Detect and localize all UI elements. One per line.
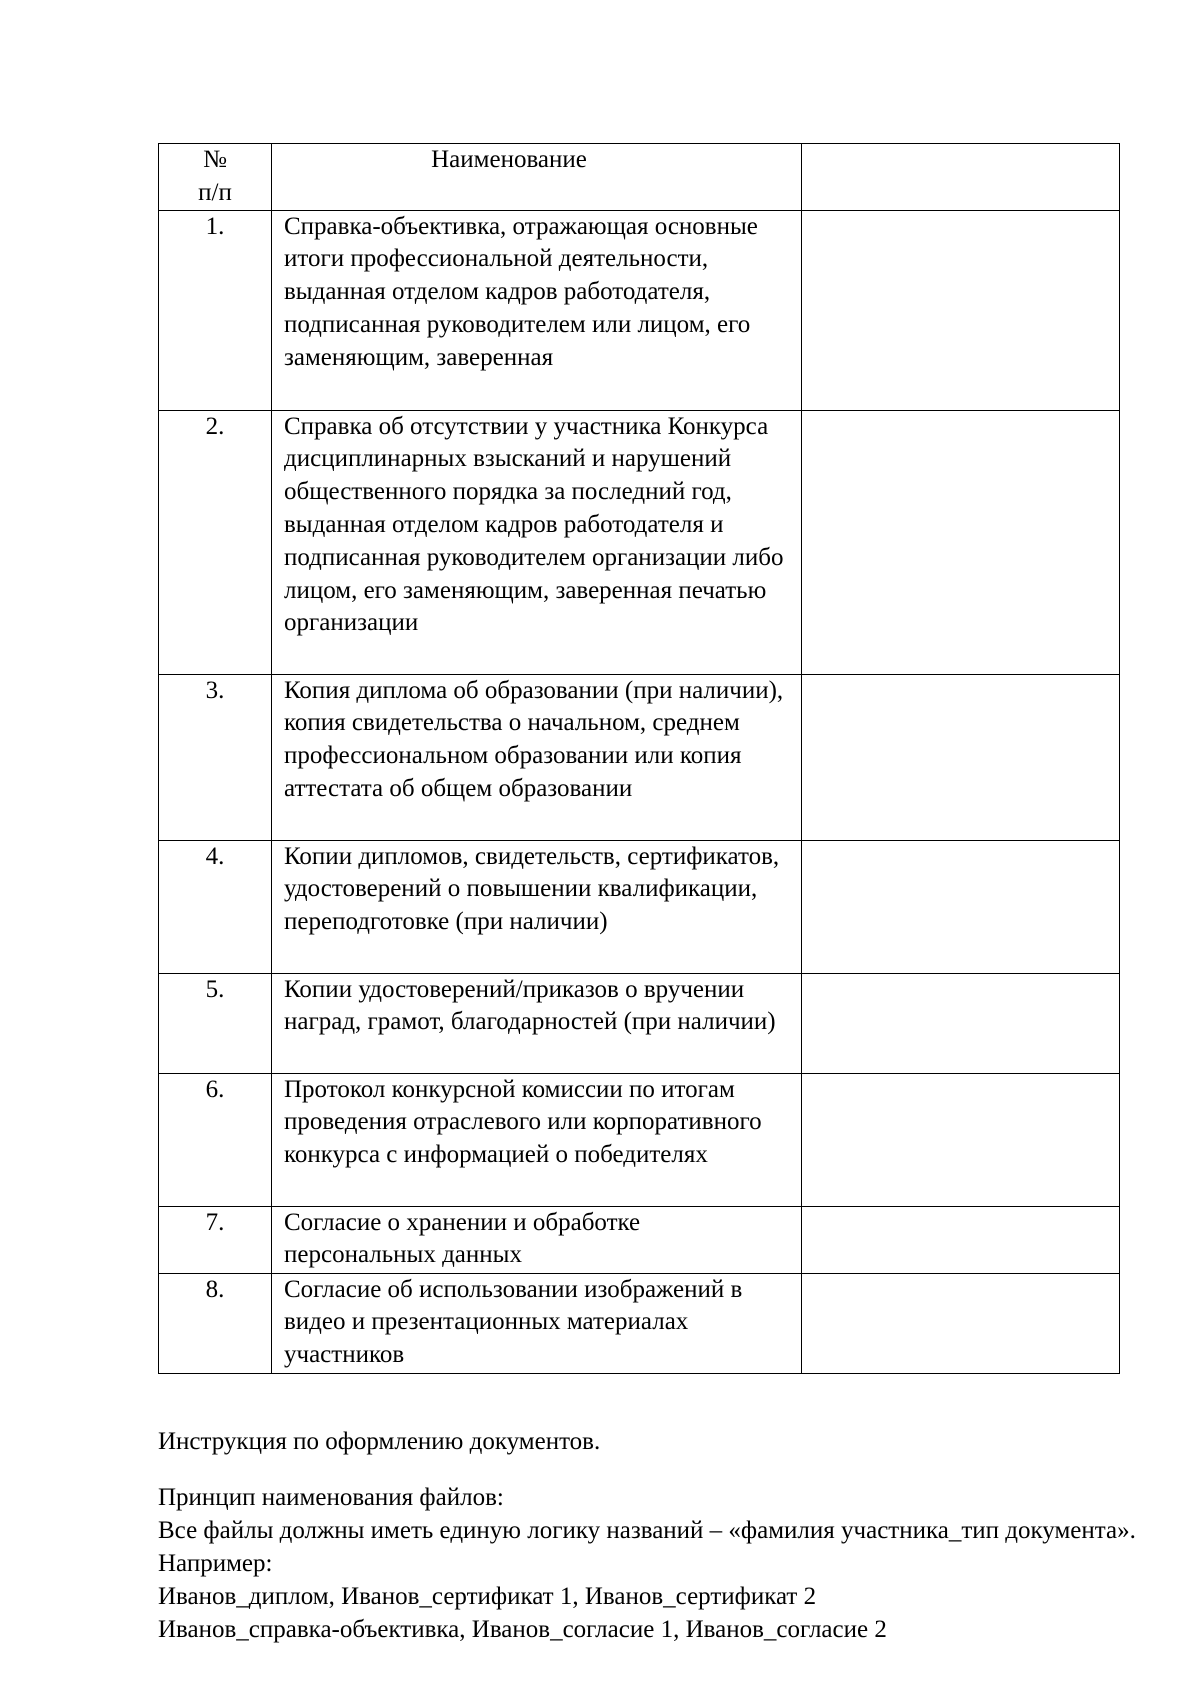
table-row <box>159 840 1120 973</box>
row-extra <box>802 1273 1120 1373</box>
file-naming-example-1: Иванов_диплом, Иванов_сертификат 1, Иванов_сертификат 2 <box>158 1583 817 1610</box>
table-header-row <box>159 144 1120 211</box>
row-number: 2. <box>159 410 272 674</box>
row-number: 6. <box>159 1073 272 1206</box>
row-name: Копии удостоверений/приказов о вручении наград, грамот, благодарностей (при наличии) <box>272 973 802 1073</box>
file-naming-example-2: Иванов_справка-объективка, Иванов_согласие 1, Иванов_согласие 2 <box>158 1616 887 1643</box>
table-row <box>159 1273 1120 1373</box>
row-extra <box>802 1073 1120 1206</box>
header-number-line2: п/п <box>198 178 232 206</box>
row-number: 1. <box>159 210 272 410</box>
header-extra <box>802 144 1120 211</box>
row-name: Справка-объективка, отражающая основные итоги профессиональной деятельности, выданная отделом кадров работодателя, подписанная руководителем или лицом, его заменяющим, заверенная <box>272 210 802 410</box>
row-name: Копии дипломов, свидетельств, сертификатов, удостоверений о повышении квалификации, переподготовке (при наличии) <box>272 840 802 973</box>
header-number-line1: № <box>203 146 227 173</box>
row-name: Согласие о хранении и обработке персональных данных <box>272 1206 802 1273</box>
row-name: Справка об отсутствии у участника Конкурса дисциплинарных взысканий и нарушений общественного порядка за последний год, выданная отделом кадров работодателя и подписанная руководителем организации либо лицом, его заменяющим, заверенная печатью организации <box>272 410 802 674</box>
row-extra <box>802 973 1120 1073</box>
row-number: 8. <box>159 1273 272 1373</box>
row-name: Согласие об использовании изображений в видео и презентационных материалах участников <box>272 1273 802 1373</box>
table-row <box>159 1073 1120 1206</box>
row-extra <box>802 210 1120 410</box>
table-row <box>159 674 1120 840</box>
table-row <box>159 973 1120 1073</box>
file-naming-heading: Принцип наименования файлов: <box>158 1484 504 1511</box>
table-row <box>159 1206 1120 1273</box>
row-number: 5. <box>159 973 272 1073</box>
row-number: 4. <box>159 840 272 973</box>
row-extra <box>802 840 1120 973</box>
row-extra <box>802 1206 1120 1273</box>
header-name: Наименование <box>272 144 802 211</box>
table-row <box>159 210 1120 410</box>
file-naming-rule: Все файлы должны иметь единую логику названий – «фамилия участника_тип документа». Например: <box>158 1517 1136 1577</box>
row-number: 7. <box>159 1206 272 1273</box>
instructions-title: Инструкция по оформлению документов. <box>158 1428 601 1455</box>
instructions-section <box>158 1425 1138 1646</box>
header-number <box>159 144 272 211</box>
row-extra <box>802 410 1120 674</box>
row-number: 3. <box>159 674 272 840</box>
row-extra <box>802 674 1120 840</box>
row-name: Копия диплома об образовании (при наличии), копия свидетельства о начальном, среднем профессиональном образовании или копия аттестата об общем образовании <box>272 674 802 840</box>
documents-table <box>158 143 1120 1374</box>
row-name: Протокол конкурсной комиссии по итогам проведения отраслевого или корпоративного конкурса с информацией о победителях <box>272 1073 802 1206</box>
table-row <box>159 410 1120 674</box>
